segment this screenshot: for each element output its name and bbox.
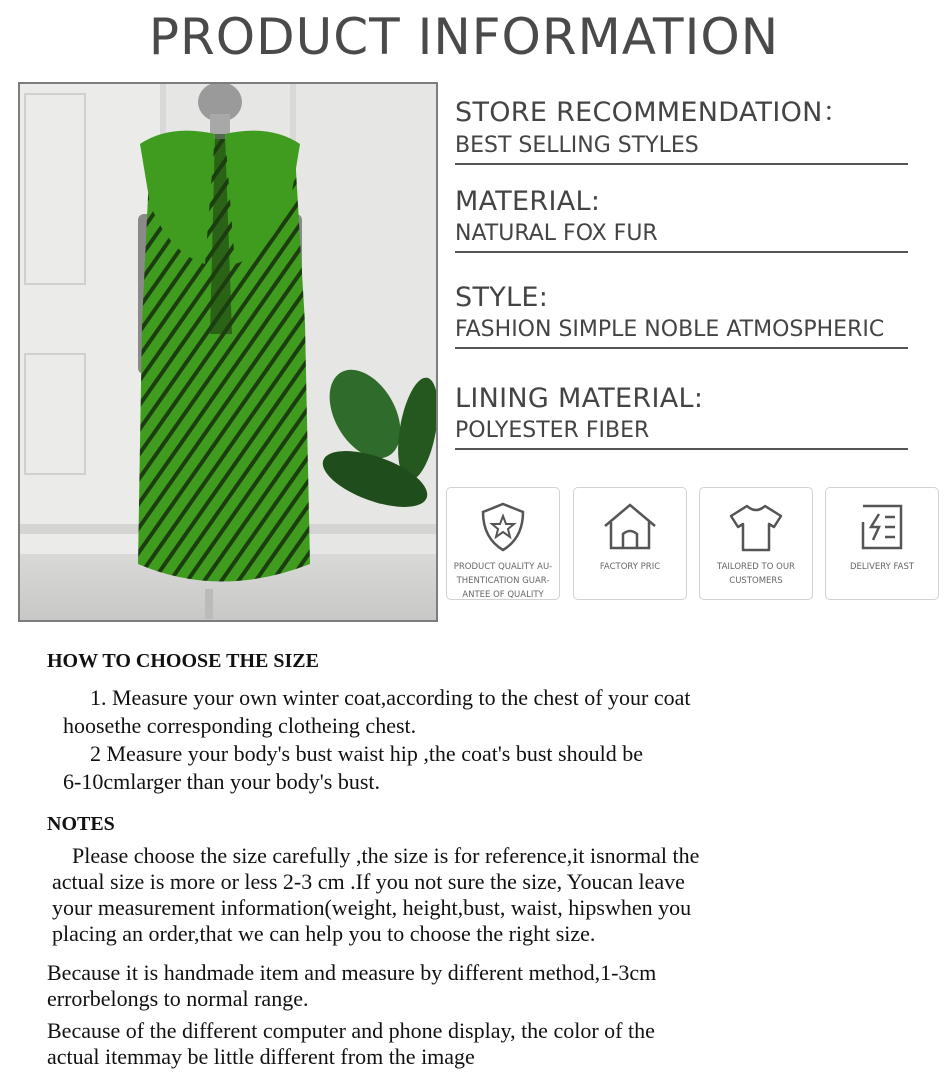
notes-line: actual size is more or less 2-3 cm .If you not sure the size, Youcan leave [52,869,685,894]
size-guide-line: hoosethe corresponding clotheing chest. [63,713,417,738]
feature-text: FACTORY PRIC [599,562,661,572]
field-label: STYLE: [455,282,549,313]
shield-star-icon [476,500,530,554]
field-value: BEST SELLING STYLES [455,133,908,165]
notes-line: placing an order,that we can help you to choose the right size. [52,921,596,946]
material-field [455,186,908,253]
notes-line: your measurement information(weight, height,bust, waist, hipswhen you [52,895,692,920]
field-value: NATURAL FOX FUR [455,221,908,253]
feature-delivery [825,487,939,600]
feature-text: DELIVERY FAST [849,562,915,572]
field-value: FASHION SIMPLE NOBLE ATMOSPHERIC [455,317,908,349]
field-label: STORE RECOMMENDATION： [455,97,850,128]
style-field [455,282,908,349]
tshirt-icon [727,500,785,554]
handmade-note-line: Because it is handmade item and measure by different method,1-3cm [47,960,657,985]
feature-text: TAILORED TO OUR CUSTOMERS [717,562,795,586]
page-title: PRODUCT INFORMATION [148,8,780,66]
size-guide-line: 1. Measure your own winter coat,according to the chest of your coat [90,685,691,710]
notes-line: Please choose the size carefully ,the size is for reference,it isnormal the [72,843,700,868]
feature-factory-price [573,487,687,600]
display-color-note-line: Because of the different computer and phone display, the color of the [47,1018,655,1043]
notes-title: NOTES [47,813,115,835]
field-label: MATERIAL: [455,186,601,217]
feature-tailored [699,487,813,600]
delivery-icon [853,500,911,554]
store-recommendation-field [455,90,908,165]
fur-vest-illustration [20,84,436,620]
size-guide-line: 2 Measure your body's bust waist hip ,the coat's bust should be [90,741,643,766]
field-label: LINING MATERIAL: [455,383,704,414]
size-guide-title: HOW TO CHOOSE THE SIZE [47,650,319,672]
house-icon [601,500,659,554]
lining-material-field [455,383,908,450]
display-color-note-line: actual itemmay be little different from the image [47,1044,475,1069]
product-photo [18,82,438,622]
feature-text: PRODUCT QUALITY AU-THENTICATION GUAR-ANTEE OF QUALITY [453,562,553,600]
field-value: POLYESTER FIBER [455,418,908,450]
handmade-note-line: errorbelongs to normal range. [47,986,309,1011]
feature-quality [446,487,560,600]
size-guide-line: 6-10cmlarger than your body's bust. [63,769,381,794]
